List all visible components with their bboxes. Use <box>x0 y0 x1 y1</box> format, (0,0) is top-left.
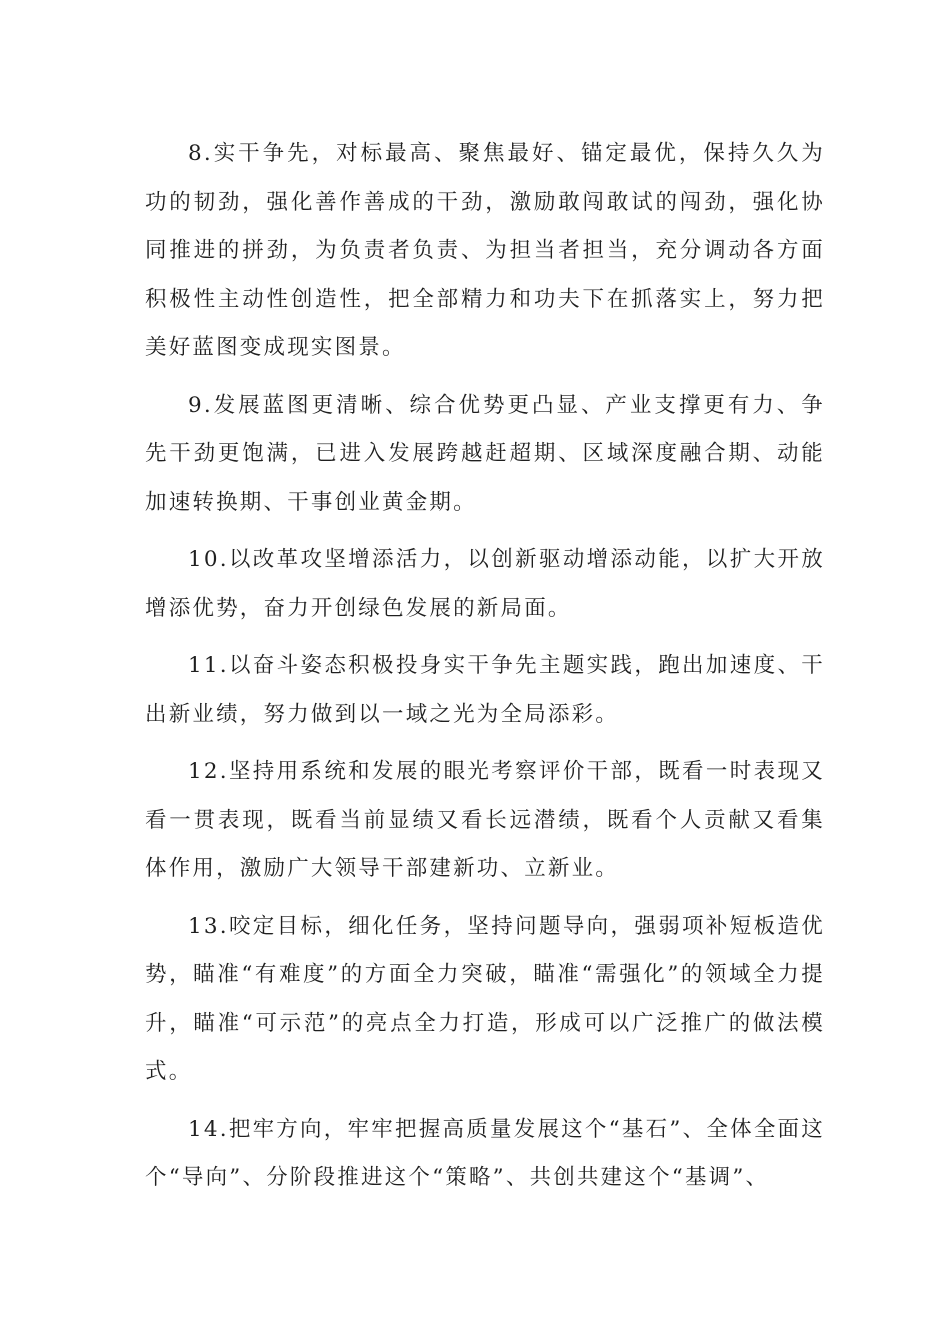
document-body <box>145 130 825 1212</box>
paragraph-9: 9.发展蓝图更清晰、综合优势更凸显、产业支撑更有力、争先干劲更饱满，已进入发展跨越赶超期、区域深度融合期、动能加速转换期、干事创业黄金期。 <box>145 392 825 515</box>
paragraph-8: 8.实干争先，对标最高、聚焦最好、锚定最优，保持久久为功的韧劲，强化善作善成的干劲，激励敢闯敢试的闯劲，强化协同推进的拼劲，为负责者负责、为担当者担当，充分调动各方面积极性主动性创造性，把全部精力和功夫下在抓落实上，努力把美好蓝图变成现实图景。 <box>145 141 825 360</box>
paragraph-14: 14.把牢方向，牢牢把握高质量发展这个“基石”、全体全面这个“导向”、分阶段推进这个“策略”、共创共建这个“基调”、 <box>145 1116 825 1190</box>
paragraph-10: 10.以改革攻坚增添活力，以创新驱动增添动能，以扩大开放增添优势，奋力开创绿色发展的新局面。 <box>145 547 825 621</box>
paragraph-13: 13.咬定目标，细化任务，坚持问题导向，强弱项补短板造优势，瞄准“有难度”的方面全力突破，瞄准“需强化”的领域全力提升，瞄准“可示范”的亮点全力打造，形成可以广泛推广的做法模式。 <box>145 913 825 1084</box>
paragraph-11: 11.以奋斗姿态积极投身实干争先主题实践，跑出加速度、干出新业绩，努力做到以一域之光为全局添彩。 <box>145 653 825 727</box>
paragraph-12: 12.坚持用系统和发展的眼光考察评价干部，既看一时表现又看一贯表现，既看当前显绩又看长远潜绩，既看个人贡献又看集体作用，激励广大领导干部建新功、立新业。 <box>145 759 825 881</box>
